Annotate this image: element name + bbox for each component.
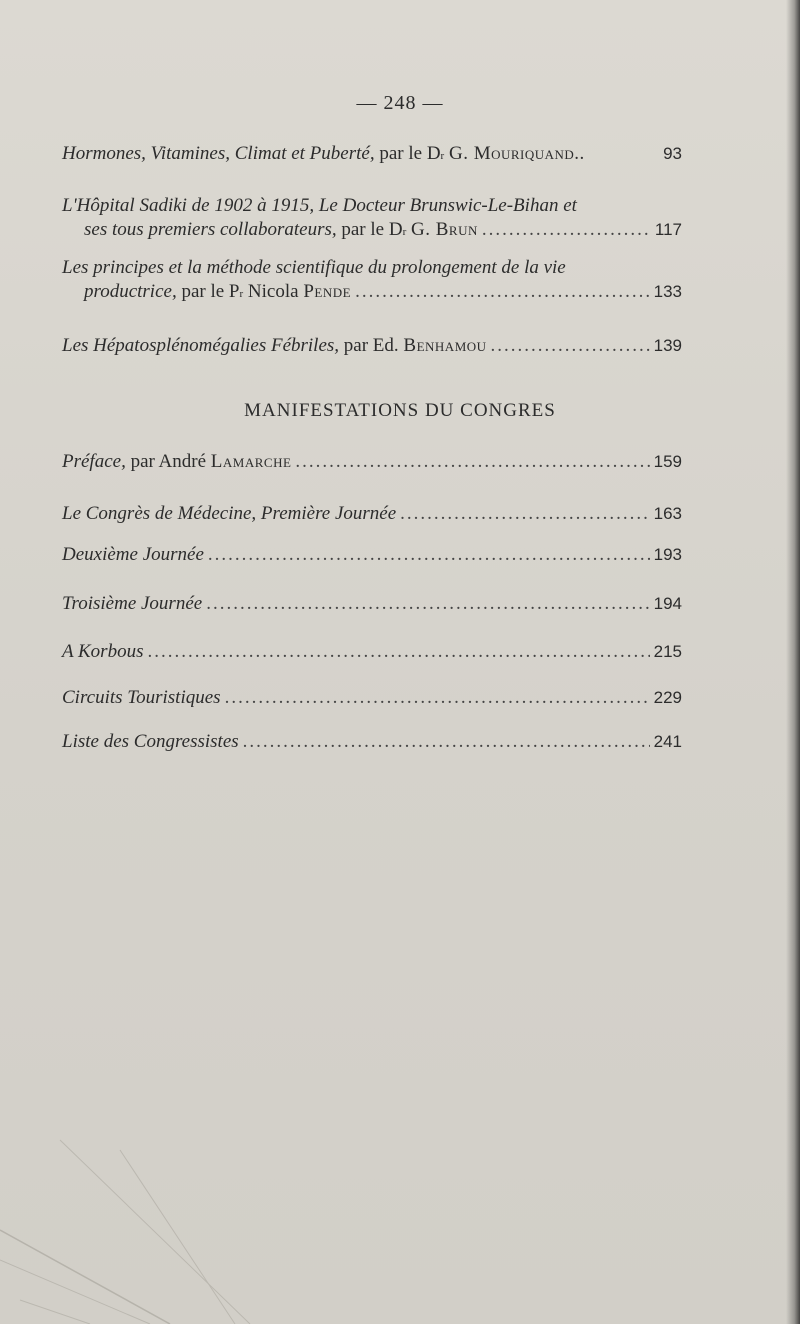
toc-by: par le D (341, 219, 403, 240)
toc-page-number: 215 (653, 642, 682, 661)
toc-title: Les principes et la méthode scientifique du prolongement de la vie (62, 257, 566, 278)
toc-page-number: 93 (663, 144, 682, 163)
toc-by: par le P (181, 281, 240, 302)
toc-page-number: 241 (653, 732, 682, 751)
toc-line: Hormones, Vitamines, Climat et Puberté, par le D r G. Mouriquand.. 93 (62, 143, 682, 164)
page-number: — 248 — (356, 92, 444, 114)
toc-title: Hormones, Vitamines, Climat et Puberté, (62, 143, 375, 164)
toc-by: par Ed. (343, 335, 399, 356)
toc-page-number: 139 (653, 336, 682, 355)
toc-page-number: 163 (653, 504, 682, 523)
toc-page-number: 159 (653, 452, 682, 471)
toc-author-firstname: Nicola (247, 281, 299, 302)
toc-page-number: 194 (653, 594, 682, 613)
toc-page-number: 193 (653, 545, 682, 564)
toc-title: Troisième Journée (62, 593, 203, 614)
toc-title: Préface, (62, 451, 126, 472)
toc-author: G. Brun (411, 219, 478, 240)
toc-line: ses tous premiers collaborateurs, par le D r G. Brun ..... 117 (62, 218, 682, 242)
toc-by: par le D (379, 143, 441, 164)
toc-author: G. Mouriquand.. (448, 143, 585, 164)
toc-title: A Korbous (62, 641, 144, 662)
toc-title-cont: productrice, (84, 281, 177, 302)
toc-line: productrice, par le P r Nicola Pende ..... 133 (62, 280, 682, 304)
toc-title-cont: ses tous premiers collaborateurs, (84, 219, 337, 240)
toc-title: L'Hôpital Sadiki de 1902 à 1915, Le Docteur Brunswic-Le-Bihan et (62, 195, 577, 216)
toc-page-number: 117 (654, 220, 682, 239)
toc-by: par André (130, 451, 207, 472)
toc-author: Lamarche (210, 451, 292, 472)
toc-page-number: 133 (653, 282, 682, 301)
section-heading: MANIFESTATIONS DU CONGRES (244, 400, 556, 421)
toc-title: Les Hépatosplénomégalies Fébriles, (62, 335, 340, 356)
toc-title: Liste des Congressistes (62, 731, 239, 752)
toc-title: Circuits Touristiques (62, 687, 221, 708)
toc-author: Benhamou (403, 335, 487, 356)
toc-page-number: 229 (653, 688, 682, 707)
toc-title: Deuxième Journée (62, 544, 204, 565)
toc-title: Le Congrès de Médecine, Première Journée (62, 503, 397, 524)
toc-author: Pende (303, 281, 352, 302)
page-edge-shadow (786, 0, 800, 1324)
